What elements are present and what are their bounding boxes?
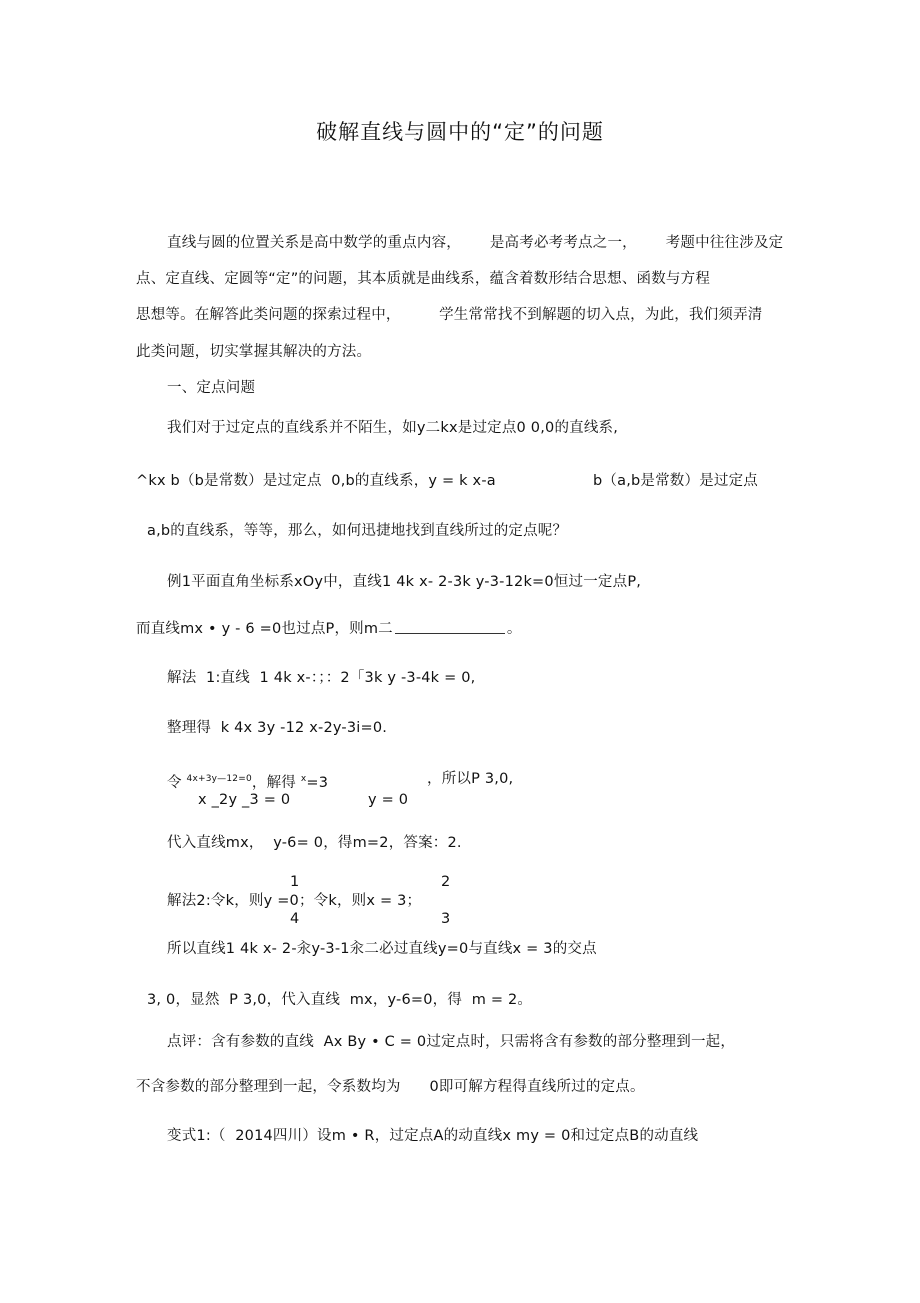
- intro-line-2: 点、定直线、定圆等“定”的问题，其本质就是曲线系，蕴含着数形结合思想、函数与方程: [136, 271, 711, 287]
- equation-system-line-1: [167, 770, 328, 792]
- substitution-line: 代入直线mx， y-6= 0，得m=2，答案：2.: [167, 835, 462, 851]
- fraction-top-1: 1: [290, 874, 300, 890]
- intro-line-3: 思想等。在解答此类问题的探索过程中， 学生常常找不到解题的切入点，为此，我们须弄清: [136, 307, 763, 323]
- solution-y-value: y = 0: [368, 792, 409, 808]
- page-title: 破解直线与圆中的“定”的问题: [316, 120, 604, 144]
- example-1: 例1平面直角坐标系xOy中，直线1 4k x- 2-3k y-3-12k=0恒过一定点P,: [167, 574, 642, 590]
- system-eq-1: 4x+3y—12=0: [186, 774, 252, 784]
- let-label: 令: [167, 775, 182, 791]
- paragraph-2a: ^kx b（b是常数）是过定点 0,b的直线系，y = k x-a: [136, 473, 496, 489]
- solution-2: 解法2:令k，则y =0；令k，则x = 3；: [167, 893, 422, 909]
- solution-1-rearrange: 整理得 k 4x 3y -12 x-2y-3i=0.: [167, 720, 388, 736]
- point-p-result: ，所以P 3,0,: [427, 771, 514, 787]
- fraction-bottom-2: 3: [441, 911, 451, 927]
- comment-line-2: 不含参数的部分整理到一起，令系数均为 0即可解方程得直线所过的定点。: [136, 1079, 645, 1095]
- paragraph-1: 我们对于过定点的直线系并不陌生，如y二kx是过定点0 0,0的直线系,: [167, 420, 619, 436]
- system-eq-2: x _2y _3 = 0: [198, 792, 291, 808]
- variant-1: 变式1:（ 2014四川）设m • R，过定点A的动直线x my = 0和过定点B的动直线: [167, 1128, 699, 1144]
- fraction-top-2: 2: [441, 874, 451, 890]
- answer-blank: [395, 621, 505, 634]
- example-1-question: [136, 620, 522, 638]
- solution-1: 解法 1:直线 1 4k x-：；：2「3k y -3-4k = 0,: [167, 670, 476, 686]
- solution-2-result: 3, 0，显然 P 3,0，代入直线 mx，y-6=0，得 m = 2。: [147, 992, 533, 1008]
- paragraph-3: a,b的直线系，等等，那么，如何迅捷地找到直线所过的定点呢？: [147, 523, 568, 539]
- solution-x-var: x: [300, 774, 307, 784]
- paragraph-2b: b（a,b是常数）是过定点: [593, 473, 759, 489]
- solve-label: ，解得: [251, 775, 296, 791]
- solution-x-value: =3: [306, 775, 329, 791]
- comment-line-1: 点评：含有参数的直线 Ax By • C = 0过定点时，只需将含有参数的部分整理到一起，: [167, 1034, 736, 1050]
- question-text: 而直线mx • y - 6 =0也过点P，则m二: [136, 621, 393, 637]
- fraction-bottom-1: 4: [290, 911, 300, 927]
- section-heading: 一、定点问题: [167, 380, 256, 396]
- intro-line-1: 直线与圆的位置关系是高中数学的重点内容， 是高考必考考点之一， 考题中往往涉及定: [167, 235, 784, 251]
- question-end: 。: [506, 621, 522, 637]
- intro-line-4: 此类问题，切实掌握其解决的方法。: [136, 344, 372, 360]
- solution-2-conclusion: 所以直线1 4k x- 2-汆y-3-1汆二必过直线y=0与直线x = 3的交点: [167, 941, 597, 957]
